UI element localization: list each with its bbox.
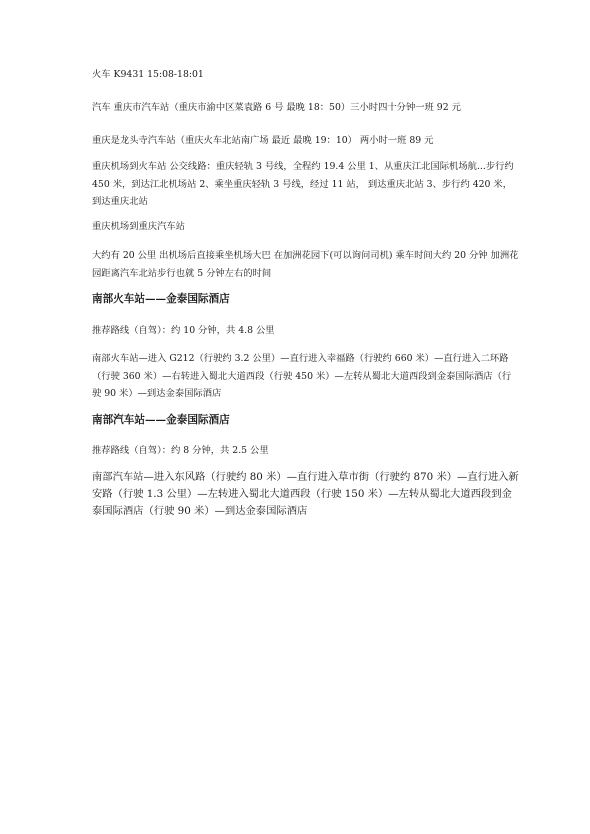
longtousi-bus-schedule: 重庆是龙头寺汽车站（重庆火车北站南广场 最近 最晚 19：10） 两小时一班 89 元: [92, 135, 434, 146]
south-train-route-detail: 南部火车站—进入 G212（行驶约 3.2 公里）—直行进入幸福路（行驶约 660 米）—直行进入二环路（行驶 360 米）—右转进入蜀北大道西段（行驶 450 米）—左转从蜀北大道西段到金泰国际酒店（行驶 90 米）—到达金泰国际酒店: [92, 353, 512, 399]
south-train-title: 南部火车站——金泰国际酒店: [92, 293, 230, 305]
airport-to-train-route: 重庆机场到火车站 公交线路：重庆轻轨 3 号线，全程约 19.4 公里 1、从重庆江北国际机场航...步行约 450 米，到达江北机场站 2、乘坐重庆轻轨 3 号线，经过 11 站， 到达重庆北站 3、步行约 420 米，到达重庆北站: [92, 161, 514, 207]
south-bus-title: 南部汽车站——金泰国际酒店: [92, 414, 230, 426]
airport-to-bus-title: 重庆机场到重庆汽车站: [92, 221, 185, 232]
south-train-route-summary: 推荐路线（自驾）：约 10 分钟，共 4.8 公里: [92, 325, 275, 336]
airport-to-bus-description: 大约有 20 公里 出机场后直接乘坐机场大巴 在加洲花园下(可以询问司机) 乘车时间大约 20 分钟 加洲花园距离汽车北站步行也就 5 分钟左右的时间: [92, 250, 519, 279]
bus-schedule: 汽车 重庆市汽车站（重庆市渝中区菜袁路 6 号 最晚 18：50）三小时四十分钟一班 92 元: [92, 102, 461, 113]
south-bus-route-detail: 南部汽车站—进入东风路（行驶约 80 米）—直行进入草市街（行驶约 870 米）—直行进入新安路（行驶 1.3 公里）—左转进入蜀北大道西段（行驶 150 米）—左转从蜀北大道西段到金泰国际酒店（行驶 90 米）—到达金泰国际酒店: [92, 471, 519, 517]
south-bus-route-summary: 推荐路线（自驾）：约 8 分钟，共 2.5 公里: [92, 445, 269, 456]
train-schedule: 火车 K9431 15:08-18:01: [92, 69, 204, 80]
